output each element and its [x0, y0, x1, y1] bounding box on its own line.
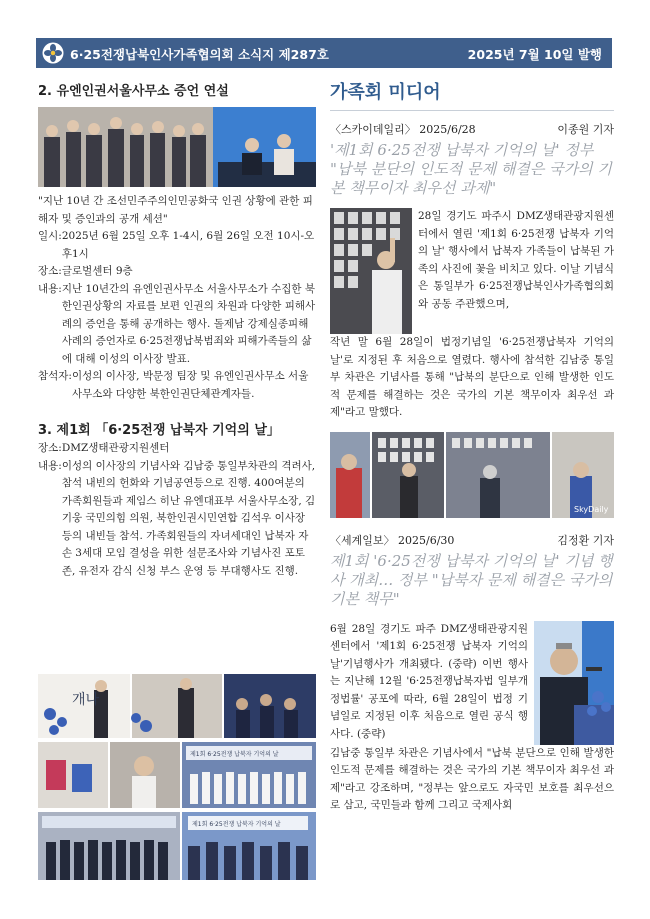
- section-2-details: [38, 228, 316, 403]
- article-2-source: [330, 532, 614, 548]
- article-1-wrap: [330, 208, 614, 334]
- detail-key: 장소:: [38, 442, 62, 454]
- section-3-title: 3. 제1회 「6·25전쟁 납북자 기억의 날」: [38, 423, 280, 438]
- photo-banner-text: 제1회 6·25전쟁 납북자 기억의 날: [192, 821, 281, 828]
- detail-key: 일시:: [38, 230, 62, 242]
- article-1-wrap-text: 28일 경기도 파주시 DMZ생태관광지원센터에서 열린 '제1회 6·25전쟁 납북자 기억의 날' 행사에서 납북자 가족들이 납북된 가족의 사진에 꽃을 비치고 있다. 이날 기념식은 통일부가 6·25전쟁납북인사가족협의회와 공동 주관했으며,: [418, 210, 614, 310]
- detail-value: 글로벌센터 9층: [61, 265, 133, 277]
- source-outlet: 〈세계일보〉 2025/6/30: [330, 533, 455, 547]
- memorial-wall-photo: [330, 208, 412, 334]
- newsletter-header: [36, 38, 612, 68]
- media-section-title: 가족회 미디어: [330, 82, 441, 103]
- detail-row-attendees: [38, 368, 316, 403]
- article-1-body: 작년 말 6월 28일이 법정기념일 '6·25전쟁납북자 기억의 날'로 지정된 후 처음으로 열렸다. 행사에 참석한 김남중 통일부 차관은 기념사를 통해 "납북의 분단으로 인해 발생한 인도적 문제를 해결하는 것은 국가의 기본 책무이자 최우선 과제"라고 말했다.: [330, 336, 614, 418]
- photo-sign-text: 개나: [72, 692, 100, 708]
- reporter-name: 이종원 기자: [557, 123, 614, 136]
- vice-minister-speech-photo: [534, 621, 614, 745]
- section-3-details: [38, 440, 316, 580]
- detail-value: 이성의 이사장의 기념사와 김남중 통일부차관의 격려사, 참석 내빈의 헌화와 기념공연등으로 진행. 400여분의 가족회원들과 제임스 히난 유엔대표부 서울사무소장, 김기웅 국민의힘 의원, 북한인권시민연합 김석우 이사장 등의 내빈들 참석. 가족회원들의 자녀세대인 납북자 자손 3세대 모임 결성을 위한 설문조사와 기념사진 포토존, 유전자 감식 신청 부스 운영 등 부대행사도 진행.: [61, 459, 316, 577]
- right-column: [330, 78, 614, 815]
- detail-value: DMZ생태관광지원센터: [61, 442, 170, 454]
- article-2-wrap: [330, 621, 614, 745]
- reporter-name: 김정환 기자: [557, 533, 614, 547]
- detail-row-place: [38, 263, 316, 281]
- article-1-headline: '제1회 6·25전쟁 납북자 기억의 날' 정부 "납북 분단의 인도적 문제 해결은 국가의 기본 책무이자 최우선 과제": [330, 141, 612, 197]
- detail-value: 이성의 이사장, 박문정 팀장 및 유엔인권사무소 서울사무소와 다양한 북한인권단체관계자들.: [71, 370, 309, 400]
- memorial-event-photos: [330, 432, 614, 518]
- photo-banner-text: 제1회 6·25전쟁 납북자 기억의 날: [190, 751, 279, 758]
- detail-value: 2025년 6월 25일 오후 1-4시, 6월 26일 오전 10시-오후1시: [61, 230, 315, 260]
- photo-watermark: SkyDaily: [574, 504, 609, 514]
- article-2-body: 김남중 통일부 차관은 기념사에서 "납북 분단으로 인해 발생한 인도적 문제를 해결하는 것은 국가의 기본 책무이자 최우선 과제"라고 강조하며, "정부는 앞으로도 자국민 보호를 최우선으로 삼고, 국민들과 함께 그리고 국제사회: [330, 746, 614, 811]
- detail-row-place: [38, 440, 316, 458]
- detail-key: 참석자:: [38, 370, 72, 382]
- section-2-quote: "지난 10년 간 조선민주주의인민공화국 인권 상황에 관한 피해자 및 증인과의 공개 세션": [38, 195, 313, 225]
- detail-row-content: [38, 281, 316, 369]
- section-2-title: 2. 유엔인권서울사무소 증언 연설: [38, 84, 229, 99]
- event-photo-collage: [38, 674, 316, 880]
- flower-logo-icon: [42, 42, 64, 64]
- un-testimony-photo: [38, 107, 316, 187]
- article-1-source: [330, 121, 614, 137]
- newsletter-title: 6·25전쟁납북인사가족협의회 소식지 제287호: [70, 47, 329, 62]
- detail-key: 내용:: [38, 282, 62, 295]
- issue-date: 2025년 7월 10일 발행: [467, 47, 602, 62]
- article-2-wrap-text: 6월 28일 경기도 파주 DMZ생태관광지원센터에서 '제1회 6·25전쟁 납북자 기억의 날'기념행사가 개최됐다. (중략) 이번 행사는 지난해 12월 '6·25전쟁납북자법 일부개정법률' 공포에 따라, 6월 28일이 법정 기념일로 지정된 이후 처음으로 열린 공식 행사다. (중략): [330, 622, 528, 740]
- detail-key: 내용:: [38, 459, 62, 472]
- detail-value: 지난 10년간의 유엔인권사무소 서울사무소가 수집한 북한인권상황의 자료를 보편 인권의 차원과 다양한 피해사례의 증언을 통해 공개하는 행사. 돌제남 강제실종피해사례의 증언자로 6·25전쟁납북범죄와 피해가족들의 삶에 대해 이성의 이사장 발표.: [61, 282, 316, 365]
- detail-key: 장소:: [38, 265, 62, 277]
- article-2-headline: 제1회 '6·25전쟁 납북자 기억의 날' 기념 행사 개최… 정부 "납북자 문제 해결은 국가의 기본 책무": [330, 551, 613, 608]
- left-column: [38, 78, 316, 580]
- detail-row-date: [38, 228, 316, 263]
- source-outlet: 〈스카이데일리〉 2025/6/28: [330, 123, 476, 136]
- detail-row-content: [38, 458, 316, 581]
